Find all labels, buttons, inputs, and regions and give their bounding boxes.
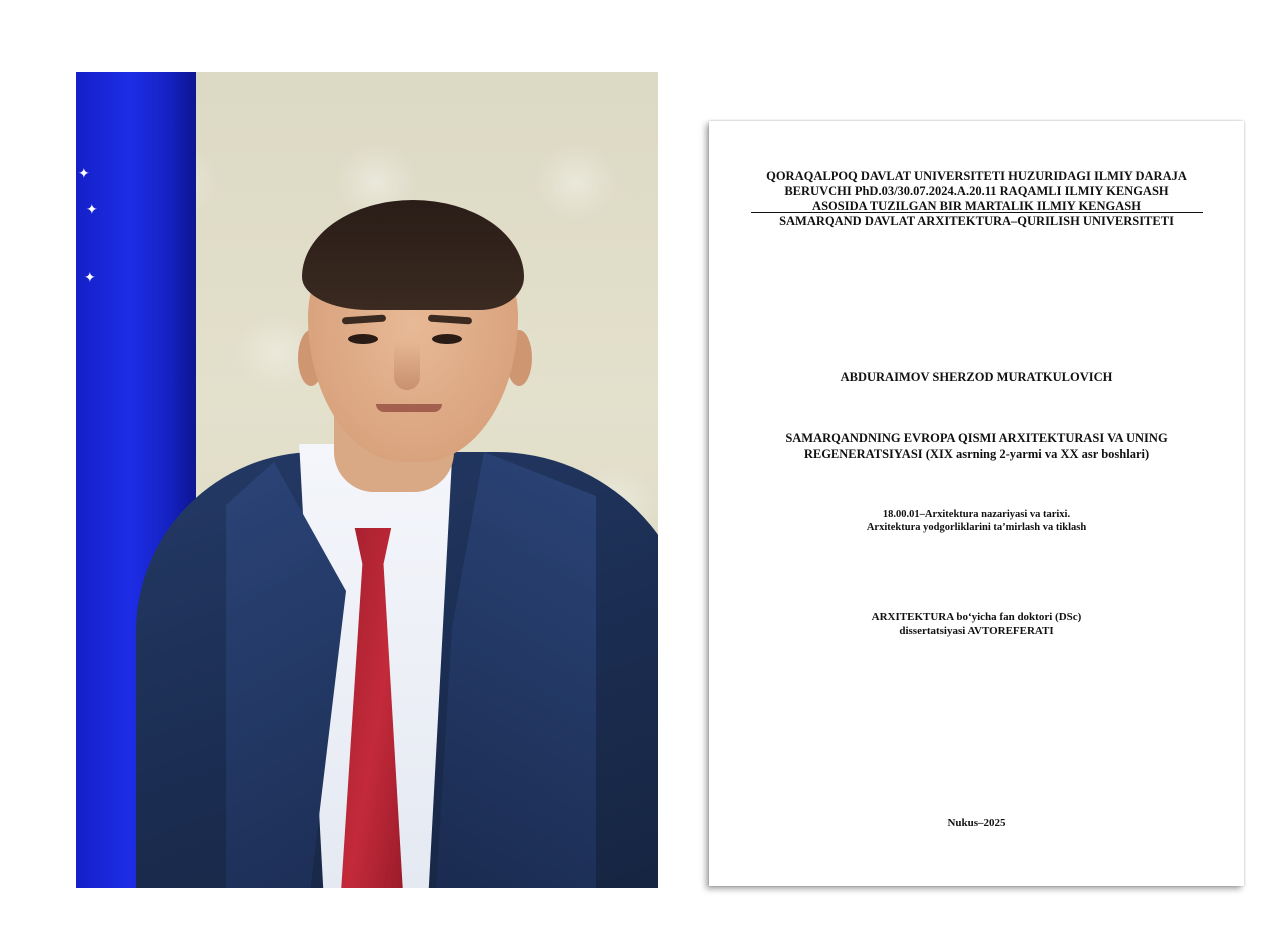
specialty-name-line: Arxitektura yodgorliklarini ta’mirlash va tiklash: [866, 522, 1087, 533]
mouth: [376, 404, 442, 412]
author-portrait-photo: [76, 72, 658, 888]
dissertation-title-line-1: SAMARQANDNING EVROPA QISMI ARXITEKTURASI VA UNING: [785, 431, 1168, 445]
flag-star-icon: ✦: [84, 271, 96, 286]
place-and-year: Nukus–2025: [947, 817, 1006, 829]
council-header-line-3: ASOSIDA TUZILGAN BIR MARTALIK ILMIY KENGASH: [812, 199, 1141, 213]
institution-name: SAMARQAND DAVLAT ARXITEKTURA–QURILISH UNIVERSITETI: [779, 214, 1174, 228]
eye-right: [432, 334, 462, 344]
specialty-code-line: 18.00.01–Arxitektura nazariyasi va tarixi.: [882, 509, 1071, 520]
hair: [302, 200, 524, 310]
nose: [394, 342, 420, 390]
header-divider: [751, 212, 1203, 213]
degree-line-2: dissertatsiyasi AVTOREFERATI: [899, 625, 1054, 637]
dissertation-title-line-2: REGENERATSIYASI (XIX asrning 2-yarmi va XX asr boshlari): [803, 447, 1150, 461]
author-name: ABDURAIMOV SHERZOD MURATKULOVICH: [840, 370, 1113, 384]
council-header-line-1: QORAQALPOQ DAVLAT UNIVERSITETI HUZURIDAGI ILMIY DARAJA: [766, 169, 1187, 183]
flag-star-icon: ✦: [86, 203, 98, 218]
dissertation-cover-page: [709, 121, 1244, 886]
flag-star-icon: ✦: [78, 167, 90, 182]
council-header-line-2: BERUVCHI PhD.03/30.07.2024.A.20.11 RAQAMLI ILMIY KENGASH: [784, 184, 1169, 198]
degree-line-1: ARXITEKTURA bo‘yicha fan doktori (DSc): [871, 611, 1082, 623]
eye-left: [348, 334, 378, 344]
